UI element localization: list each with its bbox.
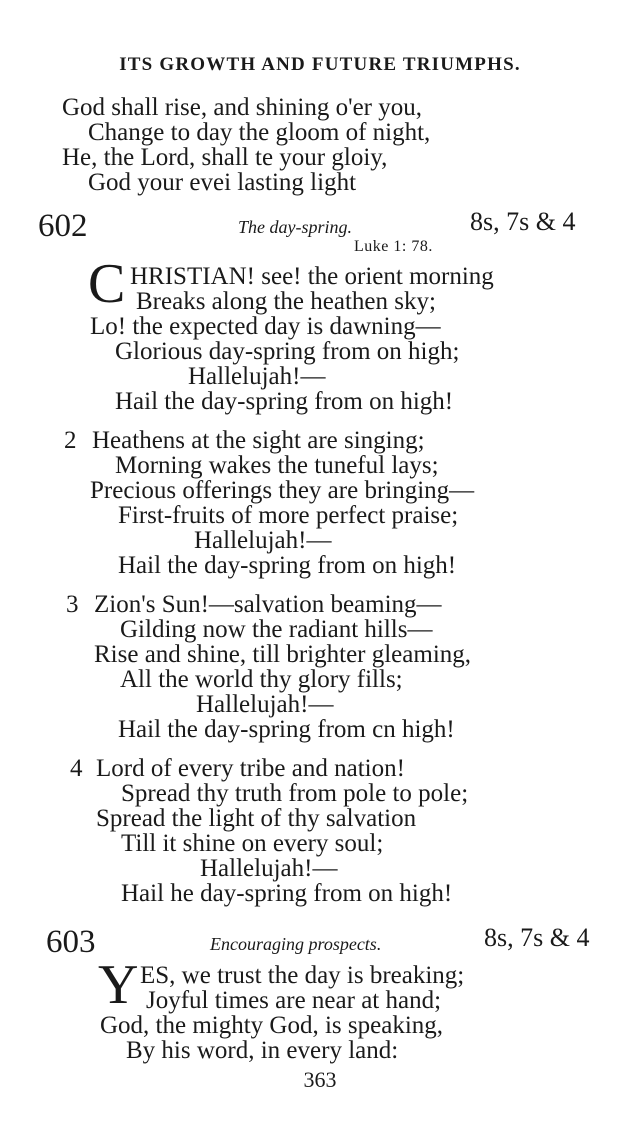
verse-line: ES, we trust the day is breaking; [140, 962, 465, 989]
verse-line: Till it shine on every soul; [121, 830, 384, 857]
refrain-line: Hail the day-spring from cn high! [118, 716, 455, 743]
verse-line: HRISTIAN! see! the orient morning [130, 263, 494, 290]
running-header: ITS GROWTH AND FUTURE TRIUMPHS. [119, 54, 521, 75]
verse-line: All the world thy glory fills; [120, 666, 403, 693]
hymn-title: The day-spring. [238, 217, 352, 237]
refrain-line: Hail the day-spring from on high! [118, 552, 457, 579]
hymn-number: 603 [46, 924, 96, 960]
verse-line: Precious offerings they are bringing— [90, 477, 475, 504]
verse-line: Lo! the expected day is dawning— [90, 313, 441, 340]
refrain-line: Hail he day-spring from on high! [121, 880, 453, 907]
drop-cap: Y [98, 954, 139, 1016]
carryover-line: He, the Lord, shall te your gloiy, [62, 144, 388, 171]
hymn-meter: 8s, 7s & 4 [470, 207, 576, 236]
refrain-line: Hail the day-spring from on high! [115, 388, 454, 415]
verse-line: By his word, in every land: [126, 1037, 399, 1064]
verse-line: Rise and shine, till brighter gleaming, [94, 641, 472, 668]
verse-line: God, the mighty God, is speaking, [100, 1012, 444, 1039]
refrain-line: Hallelujah!— [194, 527, 332, 554]
carryover-line: God your evei lasting light [88, 169, 357, 196]
verse-number: 2 [64, 427, 77, 454]
verse-number: 4 [70, 755, 83, 782]
verse-line: Lord of every tribe and nation! [96, 755, 405, 782]
verse-number: 3 [66, 591, 79, 618]
verse-line: Zion's Sun!—salvation beaming— [94, 591, 442, 618]
verse-line: Spread the light of thy salvation [96, 805, 417, 832]
refrain-line: Hallelujah!— [200, 855, 338, 882]
verse-line: Gilding now the radiant hills— [120, 616, 433, 643]
refrain-line: Hallelujah!— [196, 691, 334, 718]
hymn-number: 602 [38, 208, 88, 244]
hymn-meter: 8s, 7s & 4 [484, 923, 590, 952]
verse-line: Breaks along the heathen sky; [136, 288, 436, 315]
hymn-title: Encouraging prospects. [210, 934, 382, 954]
refrain-line: Hallelujah!— [188, 363, 326, 390]
scripture-reference: Luke 1: 78. [354, 238, 433, 255]
verse-line: Glorious day-spring from on high; [115, 338, 460, 365]
carryover-line: Change to day the gloom of night, [88, 119, 431, 146]
verse-line: Spread thy truth from pole to pole; [121, 780, 469, 807]
carryover-line: God shall rise, and shining o'er you, [62, 94, 423, 121]
drop-cap: C [88, 253, 126, 315]
verse-line: Morning wakes the tuneful lays; [115, 452, 439, 479]
verse-line: First-fruits of more perfect praise; [118, 502, 459, 529]
verse-line: Heathens at the sight are singing; [92, 427, 425, 454]
verse-line: Joyful times are near at hand; [146, 987, 442, 1014]
page-number: 363 [303, 1067, 337, 1092]
